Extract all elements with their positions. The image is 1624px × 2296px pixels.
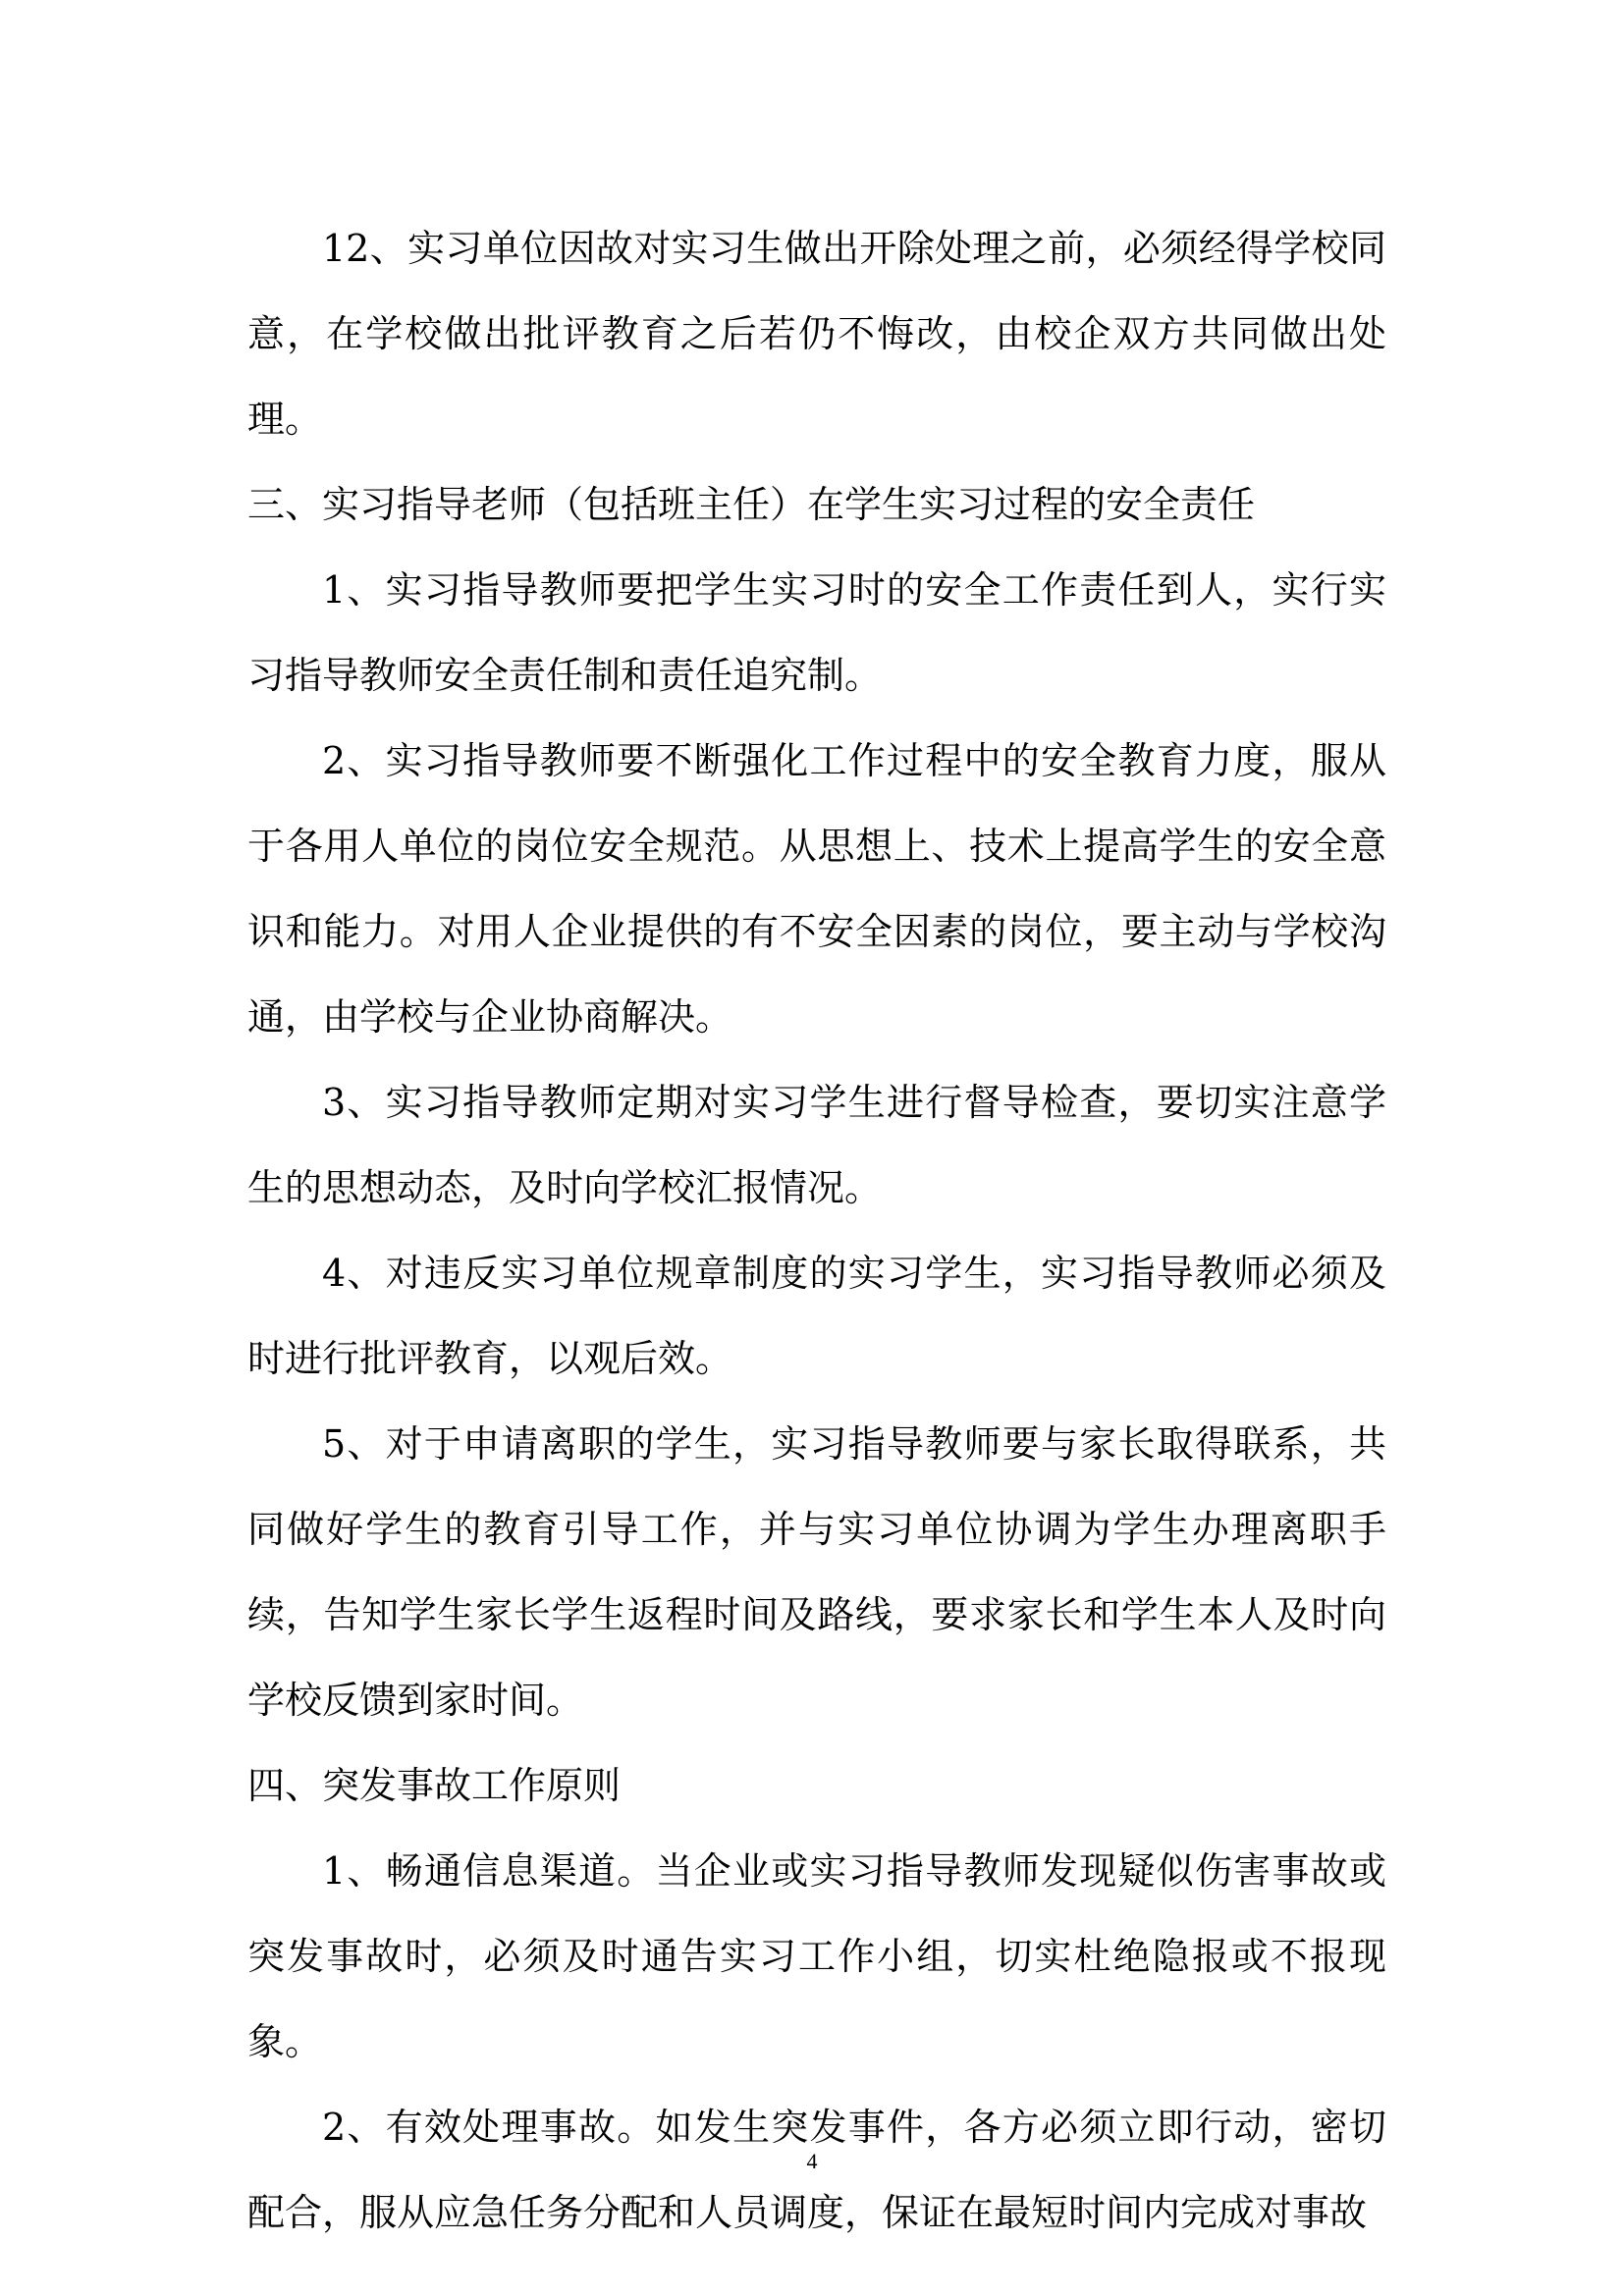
paragraph-item-5: 5、对于申请离职的学生，实习指导教师要与家长取得联系，共同做好学生的教育引导工作，并与实习单位协调为学生办理离职手续，告知学生家长学生返程时间及路线，要求家长和学生本人及时向学校反馈到家时间。 — [247, 1422, 1386, 1722]
section-heading-4: 四、突发事故工作原则 — [247, 1764, 622, 1807]
paragraph-item-2: 2、实习指导教师要不断强化工作过程中的安全教育力度，服从于各用人单位的岗位安全规范。从思想上、技术上提高学生的安全意识和能力。对用人企业提供的有不安全因素的岗位，要主动与学校沟通，由学校与企业协商解决。 — [247, 739, 1386, 1039]
paragraph-item-3: 3、实习指导教师定期对实习学生进行督导检查，要切实注意学生的思想动态，及时向学校汇报情况。 — [247, 1081, 1386, 1209]
document-body — [247, 206, 1386, 2256]
paragraph-principle-1: 1、畅通信息渠道。当企业或实习指导教师发现疑似伤害事故或突发事故时，必须及时通告实习工作小组，切实杜绝隐报或不报现象。 — [247, 1849, 1386, 2063]
paragraph-item-1: 1、实习指导教师要把学生实习时的安全工作责任到人，实行实习指导教师安全责任制和责任追究制。 — [247, 568, 1386, 697]
section-heading-3: 三、实习指导老师（包括班主任）在学生实习过程的安全责任 — [247, 483, 1256, 526]
paragraph-item-12: 12、实习单位因故对实习生做出开除处理之前，必须经得学校同意，在学校做出批评教育之后若仍不悔改，由校企双方共同做出处理。 — [247, 227, 1386, 441]
paragraph-item-4: 4、对违反实习单位规章制度的实习学生，实习指导教师必须及时进行批评教育，以观后效。 — [247, 1252, 1386, 1380]
page-number: 4 — [806, 2149, 818, 2173]
paragraph-principle-2: 2、有效处理事故。如发生突发事件，各方必须立即行动，密切配合，服从应急任务分配和人员调度，保证在最短时间内完成对事故 — [247, 2106, 1386, 2234]
